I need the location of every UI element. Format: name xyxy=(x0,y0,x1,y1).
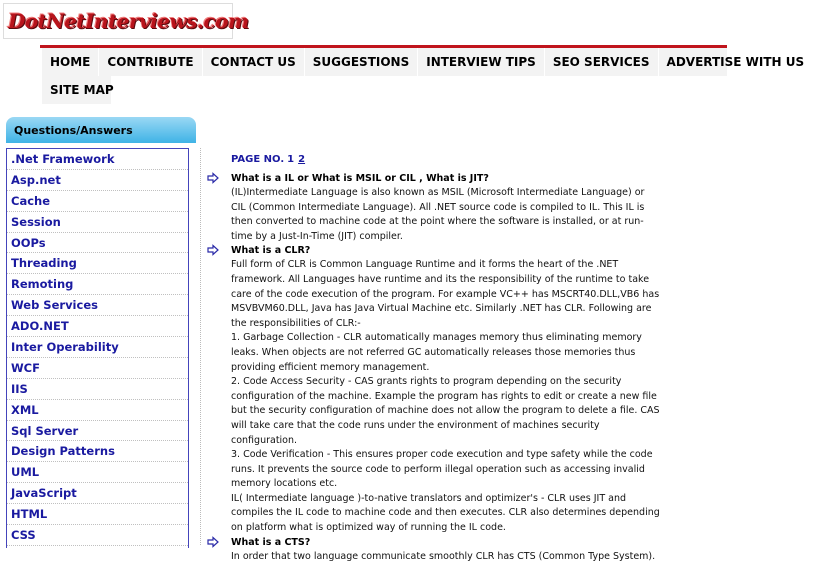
qa-item xyxy=(206,172,661,244)
sidebar-item-html[interactable]: HTML xyxy=(7,504,188,525)
nav-seo-services[interactable]: SEO SERVICES xyxy=(545,48,659,76)
sidebar-item-web-services[interactable]: Web Services xyxy=(7,295,188,316)
question-text: What is a IL or What is MSIL or CIL , What is JIT? xyxy=(231,173,489,184)
nav-row-secondary xyxy=(42,76,114,104)
logo-text: DotNetInterviews.com xyxy=(8,9,249,33)
sidebar-item-wcf[interactable]: WCF xyxy=(7,358,188,379)
pagination xyxy=(231,151,661,167)
sidebar-item-javascript[interactable]: JavaScript xyxy=(7,483,188,504)
sidebar-item-iis[interactable]: IIS xyxy=(7,379,188,400)
page-2-link[interactable]: 2 xyxy=(298,153,306,165)
nav-contribute[interactable]: CONTRIBUTE xyxy=(99,48,202,76)
nav-suggestions[interactable]: SUGGESTIONS xyxy=(305,48,418,76)
nav-row-primary xyxy=(42,48,805,76)
answer-paragraph: 2. Code Access Security - CAS grants rights to program depending on the security configuration of the machine. Example the program has rights to edit or create a new file but the security configuration of machine does not allow the program to delete a file. CAS will take care that the code runs under the environment of machines security configuration. xyxy=(231,376,660,446)
answer-paragraph: Full form of CLR is Common Language Runtime and it forms the heart of the .NET framework. All Languages have runtime and its the responsibility of the runtime to take care of the code execution of the program. For example VC++ has MSCRT40.DLL,VB6 has MSVBVM60.DLL, Java has Java Virtual Machine etc. Similarly .NET has CLR. Following are the responsibilities of CLR:- xyxy=(231,259,660,329)
sidebar-item-cache[interactable]: Cache xyxy=(7,191,188,212)
column-divider xyxy=(200,148,201,545)
main-nav xyxy=(42,48,805,104)
nav-advertise[interactable]: ADVERTISE WITH US xyxy=(659,48,813,76)
question-text: What is a CLR? xyxy=(231,245,311,257)
answer-paragraph: In order that two language communicate smoothly CLR has CTS (Common Type System). xyxy=(231,550,656,562)
current-page: 1 xyxy=(287,153,295,165)
sidebar-item-css[interactable]: CSS xyxy=(7,525,188,546)
sidebar-title: Questions/Answers xyxy=(6,117,196,143)
sidebar-item-ado-net[interactable]: ADO.NET xyxy=(7,316,188,337)
sidebar-item-design-patterns[interactable]: Design Patterns xyxy=(7,441,188,462)
answer-paragraph: 1. Garbage Collection - CLR automatically manages memory thus eliminating memory leaks. When objects are not referred GC automatically releases those memories thus providing efficient memory management. xyxy=(231,332,642,373)
sidebar-item-asp-net[interactable]: Asp.net xyxy=(7,170,188,191)
arrow-right-icon xyxy=(207,244,219,256)
arrow-right-icon xyxy=(207,536,219,548)
sidebar-item-remoting[interactable]: Remoting xyxy=(7,274,188,295)
sidebar-item-uml[interactable]: UML xyxy=(7,462,188,483)
nav-contact-us[interactable]: CONTACT US xyxy=(203,48,305,76)
main-content xyxy=(206,151,661,564)
arrow-right-icon xyxy=(207,172,219,184)
nav-site-map[interactable]: SITE MAP xyxy=(42,76,123,104)
question-text: What is a CTS? xyxy=(231,536,311,548)
page-label: PAGE NO. xyxy=(231,153,285,165)
nav-interview-tips[interactable]: INTERVIEW TIPS xyxy=(418,48,545,76)
sidebar-item-net-framework[interactable]: .Net Framework xyxy=(7,149,188,170)
site-logo[interactable] xyxy=(3,3,249,39)
nav-home[interactable]: HOME xyxy=(42,48,99,76)
answer-paragraph: (IL)Intermediate Language is also known as MSIL (Microsoft Intermediate Language) or CIL (Common Intermediate Language). All .NET source code is compiled to IL. This IL is then converted to machine code at the point where the software is installed, or at run-time by a Just-In-Time (JIT) compiler. xyxy=(231,187,645,242)
answer-paragraph: IL( Intermediate language )-to-native translators and optimizer's - CLR uses JIT and compiles the IL code to machine code and then executes. CLR also determines depending on platform what is optimized way of running the IL code. xyxy=(231,492,660,534)
sidebar-item-oops[interactable]: OOPs xyxy=(7,233,188,254)
sidebar-item-threading[interactable]: Threading xyxy=(7,253,188,274)
qa-item xyxy=(206,244,661,535)
sidebar-item-xml[interactable]: XML xyxy=(7,400,188,421)
answer-paragraph: 3. Code Verification - This ensures proper code execution and type safety while the code runs. It prevents the source code to perform illegal operation such as accessing invalid memory locations etc. xyxy=(231,449,653,490)
sidebar-item-session[interactable]: Session xyxy=(7,212,188,233)
sidebar xyxy=(6,148,189,548)
sidebar-item-sql-server[interactable]: Sql Server xyxy=(7,421,188,442)
sidebar-item-inter-operability[interactable]: Inter Operability xyxy=(7,337,188,358)
qa-item xyxy=(206,536,661,564)
